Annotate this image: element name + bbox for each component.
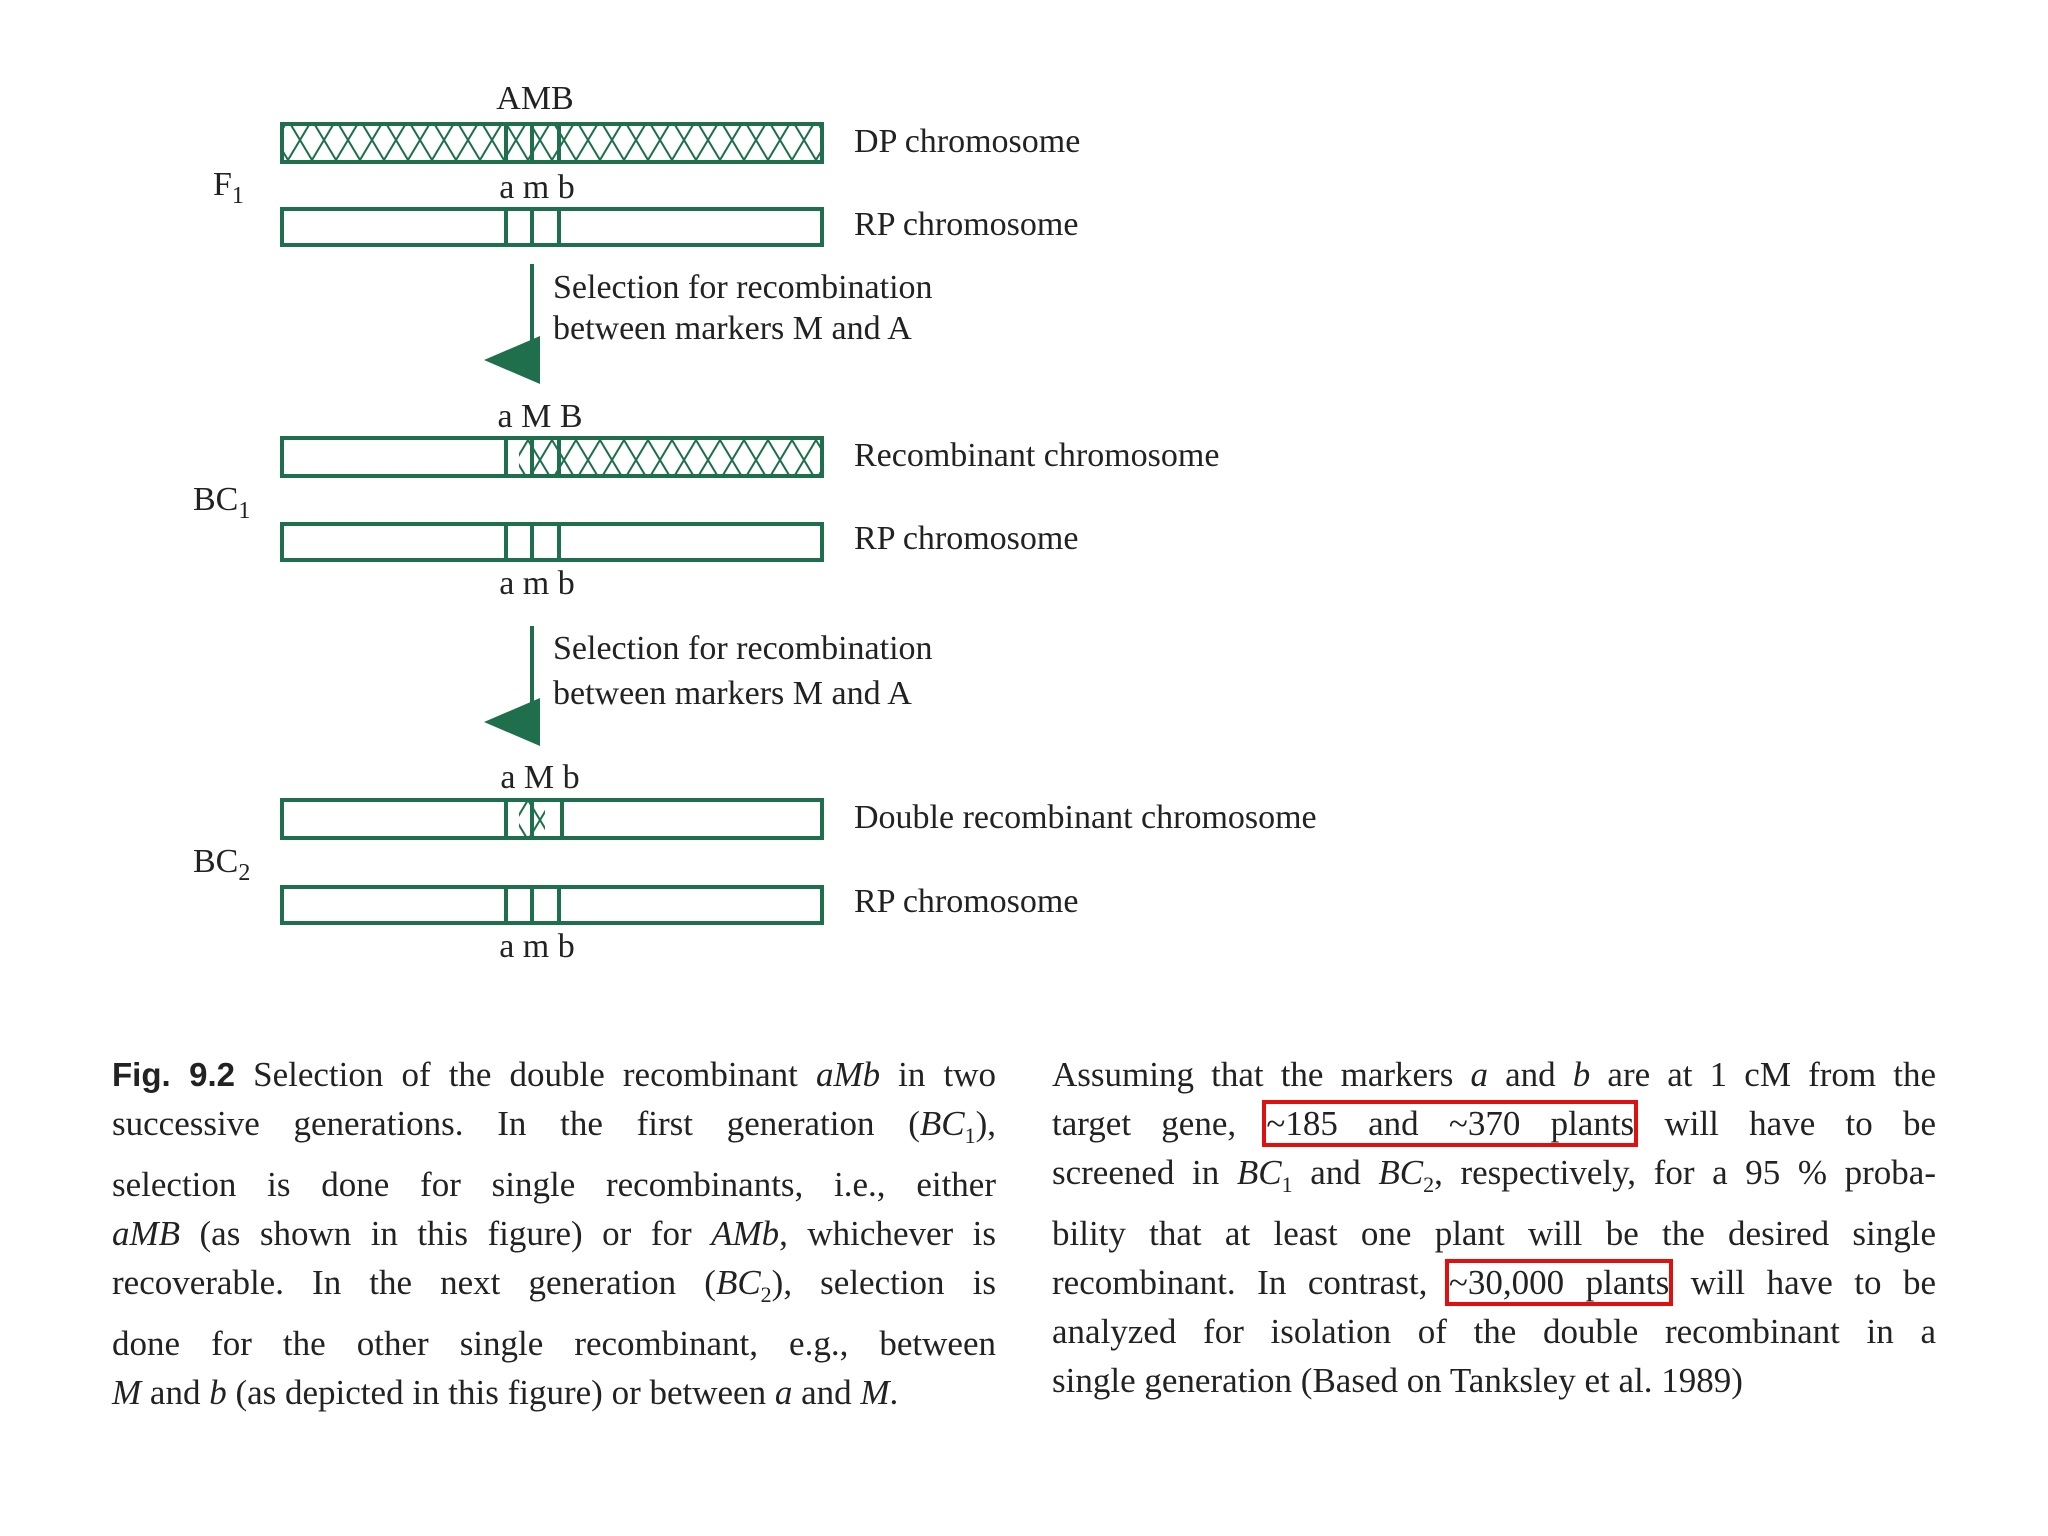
caption-right-line-3: screened in $BC_1$ and $BC_2$, respectively, for a 95 % proba-	[1052, 1153, 1936, 1197]
rp-chromosome-bc2-label: RP chromosome	[854, 883, 1079, 920]
caption-left-line-5: recoverable. In the next generation $(BC_2)$, selection is	[112, 1263, 996, 1307]
recombinant-chromosome-label: Recombinant chromosome	[854, 437, 1220, 474]
rp-chromosome-f1-label: RP chromosome	[854, 206, 1079, 243]
caption-left-line-1: Fig. 9.2 Selection of the double recombinant aMb in two	[112, 1055, 996, 1094]
highlight-plants-single-generation: ~30,000 plants	[1448, 1263, 1670, 1302]
caption-left-line-2: successive generations. In the first generation $(BC_1)$,	[112, 1104, 996, 1148]
bc1-top-markers: a M B	[497, 398, 583, 435]
rp-chromosome-f1	[282, 209, 822, 245]
arrow-1-text-line1: Selection for recombination	[553, 269, 933, 306]
caption-right-line-4: bility that at least one plant will be the desired single	[1052, 1214, 1936, 1253]
bc2-label: $BC_2$	[193, 843, 251, 886]
f1-bottom-markers: a m b	[499, 169, 575, 206]
caption-right-line-1: Assuming that the markers a and b are at 1 cM from the	[1052, 1055, 1937, 1094]
dp-chromosome-label: DP chromosome	[854, 123, 1081, 160]
caption-right-line-2: target gene, ~185 and ~370 plants will have to be	[1052, 1104, 1936, 1143]
caption-left-line-6: done for the other single recombinant, e.g., between	[112, 1324, 996, 1363]
dp-chromosome	[282, 124, 822, 162]
rp-chromosome-bc1	[282, 524, 822, 560]
caption-left-line-7: M and b (as depicted in this figure) or between a and M.	[112, 1373, 899, 1412]
arrow-1-text-line2: between markers M and A	[553, 310, 912, 347]
highlight-plants-bc1-bc2: ~185 and ~370 plants	[1266, 1104, 1635, 1143]
recombinant-chromosome	[282, 438, 822, 476]
arrow-2-text-line1: Selection for recombination	[553, 630, 933, 667]
bc2-top-markers: a M b	[500, 759, 580, 796]
f1-label: $F_1$	[213, 166, 244, 209]
bc1-bottom-markers: a m b	[499, 565, 575, 602]
caption-left-line-3: selection is done for single recombinants, i.e., either	[112, 1165, 996, 1204]
double-recombinant-chromosome-label: Double recombinant chromosome	[854, 799, 1317, 836]
arrow-2-text-line2: between markers M and A	[553, 675, 912, 712]
rp-chromosome-bc2	[282, 887, 822, 923]
double-recombinant-chromosome	[282, 800, 822, 838]
figure-caption-left	[112, 1050, 996, 1417]
caption-left-line-4: aMB (as shown in this figure) or for AMb, whichever is	[112, 1214, 996, 1253]
caption-right-line-6: analyzed for isolation of the double recombinant in a	[1052, 1312, 1936, 1351]
rp-chromosome-bc1-label: RP chromosome	[854, 520, 1079, 557]
f1-top-markers: AMB	[496, 80, 574, 117]
figure-label: Fig. 9.2	[112, 1056, 236, 1093]
caption-right-line-5: recombinant. In contrast, ~30,000 plants will have to be	[1052, 1263, 1936, 1302]
bc2-bottom-markers: a m b	[499, 928, 575, 965]
bc1-label: $BC_1$	[193, 481, 251, 524]
figure-caption-right	[1052, 1050, 1936, 1405]
caption-right-line-7: single generation (Based on Tanksley et al. 1989)	[1052, 1361, 1743, 1400]
